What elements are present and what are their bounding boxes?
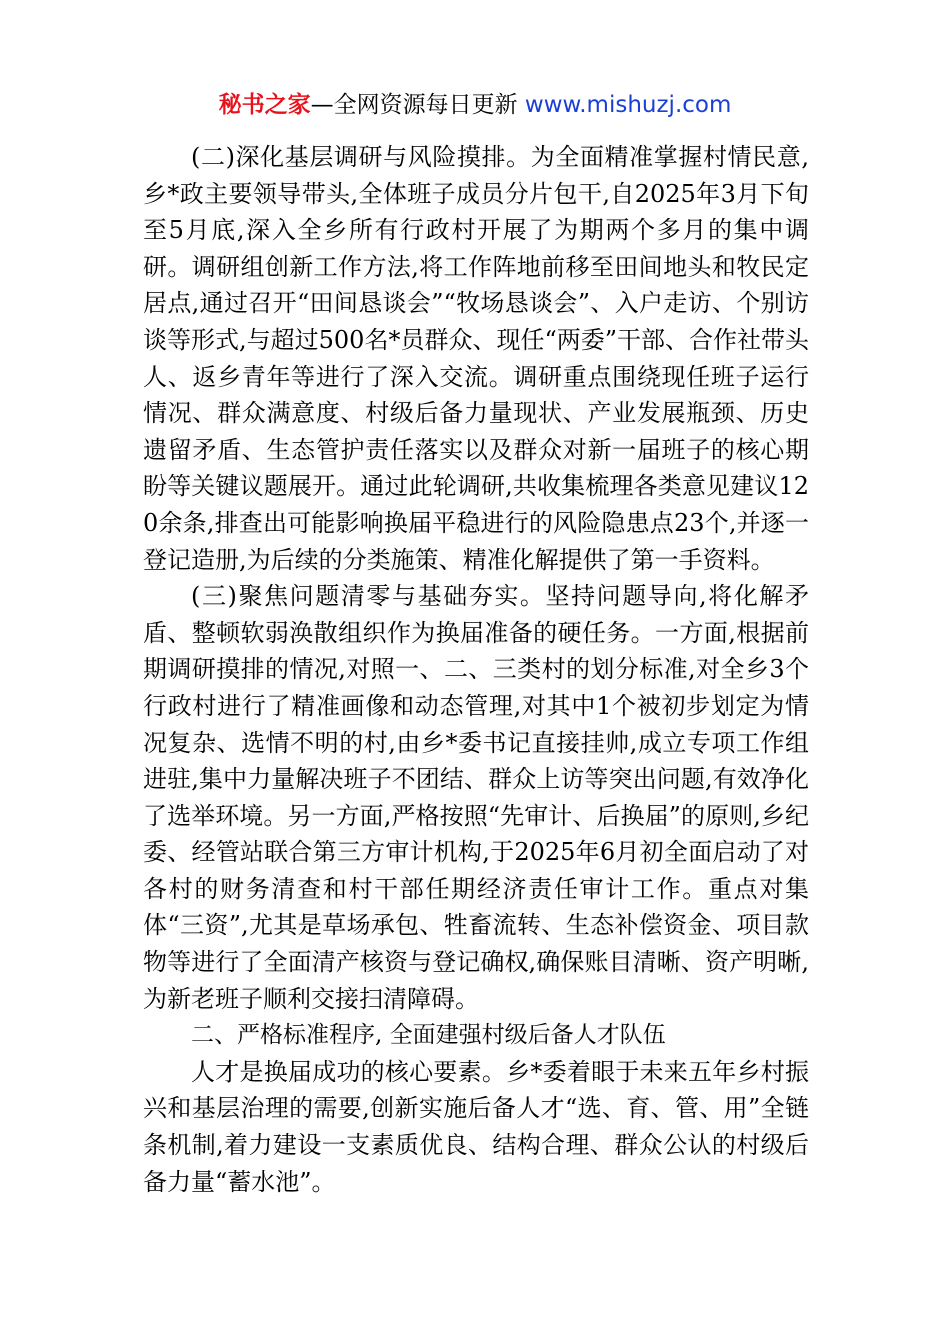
page-header [0,88,950,122]
paragraph-problem-clearing: (三)聚焦问题清零与基础夯实。坚持问题导向,将化解矛盾、整顿软弱涣散组织作为换届准备的硬任务。一方面,根据前期调研摸排的情况,对照一、二、三类村的划分标准,对全乡3个行政村进行了精准画像和动态管理,对其中1个被初步划定为情况复杂、选情不明的村,由乡*委书记直接挂帅,成立专项工作组进驻,集中力量解决班子不团结、群众上访等突出问题,有效净化了选举环境。另一方面,严格按照“先审计、后换届”的原则,乡纪委、经管站联合第三方审计机构,于2025年6月初全面启动了对各村的财务清查和村干部任期经济责任审计工作。重点对集体“三资”,尤其是草场承包、牲畜流转、生态补偿资金、项目款物等进行了全面清产核资与登记确权,确保账目清晰、资产明晰,为新老班子顺利交接扫清障碍。 [143,582,809,1013]
brand-name: 秘书之家 [218,92,311,118]
paragraph-research: (二)深化基层调研与风险摸排。为全面精准掌握村情民意,乡*政主要领导带头,全体班子成员分片包干,自2025年3月下旬至5月底,深入全乡所有行政村开展了为期两个多月的集中调研。调研组创新工作方法,将工作阵地前移至田间地头和牧民定居点,通过召开“田间恳谈会”“牧场恳谈会”、入户走访、个别访谈等形式,与超过500名*员群众、现任“两委”干部、合作社带头人、返乡青年等进行了深入交流。调研重点围绕现任班子运行情况、群众满意度、村级后备力量现状、产业发展瓶颈、历史遗留矛盾、生态管护责任落实以及群众对新一届班子的核心期盼等关键议题展开。通过此轮调研,共收集梳理各类意见建议120余条,排查出可能影响换届平稳进行的风险隐患点23个,并逐一登记造册,为后续的分类施策、精准化解提供了第一手资料。 [143,143,809,574]
section-heading: 二、严格标准程序, 全面建强村级后备人才队伍 [191,1022,666,1049]
header-url[interactable]: www.mishuzj.com [524,92,732,118]
paragraph-talent: 人才是换届成功的核心要素。乡*委着眼于未来五年乡村振兴和基层治理的需要,创新实施后备人才“选、育、管、用”全链条机制,着力建设一支素质优良、结构合理、群众公认的村级后备力量“蓄水池”。 [143,1057,809,1196]
document-body [143,139,809,1200]
header-tagline: —全网资源每日更新 [310,92,525,118]
